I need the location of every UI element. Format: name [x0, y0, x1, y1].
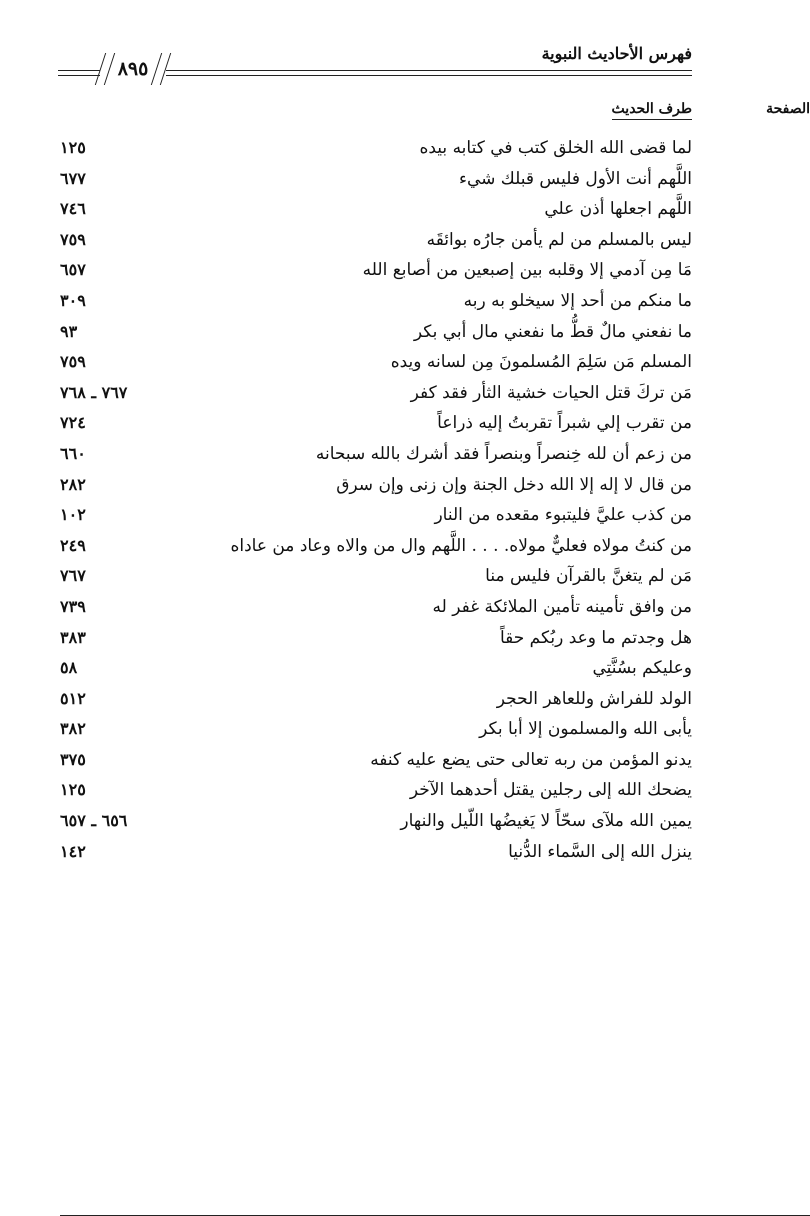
page-reference: ٣٨٢: [60, 719, 86, 739]
hadith-text: مَن لم يتغنَّ بالقرآن فليس منا: [485, 566, 692, 587]
index-entry: [58, 413, 692, 444]
index-entry: [58, 322, 692, 353]
index-entry: [58, 719, 692, 750]
page-reference: ٧٦٧: [60, 566, 86, 586]
page-reference: ٢٤٩: [60, 535, 86, 555]
index-entry: [58, 199, 692, 230]
hadith-index-list: [58, 138, 692, 872]
hadith-text: يمين الله ملآى سحّاً لا يَغيضُها اللّيل والنهار: [400, 811, 692, 832]
hadith-text: يدنو المؤمن من ربه تعالى حتى يضع عليه كنفه: [370, 749, 692, 770]
hadith-text: مَا مِن آدمي إلا وقلبه بين إصبعين من أصابع الله: [362, 260, 692, 281]
index-entry: [58, 750, 692, 781]
hadith-text: ينزل الله إلى السَّماء الدُّنيا: [508, 841, 692, 862]
page-reference: ٦٦٠: [60, 443, 86, 463]
index-entry: [58, 597, 692, 628]
hadith-text: مَن تركَ قتل الحيات خشية الثأر فقد كفر: [410, 382, 692, 403]
page-reference: ٣٠٩: [60, 290, 86, 310]
index-entry: [58, 780, 692, 811]
page-reference: ٩٣: [60, 321, 78, 341]
index-entry: [58, 628, 692, 659]
column-header-hadith: طرف الحديث: [612, 101, 692, 120]
page-reference: ١٢٥: [60, 138, 86, 157]
index-entry: [58, 811, 692, 842]
index-entry: [58, 505, 692, 536]
hadith-text: لما قضى الله الخلق كتب في كتابه بيده: [419, 138, 692, 158]
index-entry: [58, 444, 692, 475]
hadith-text: ما منكم من أحد إلا سيخلو به ربه: [463, 290, 692, 311]
hadith-text: يأبى الله والمسلمون إلا أبا بكر: [479, 719, 692, 740]
page-reference: ٦٧٧: [60, 168, 86, 188]
hadith-text: من قال لا إله إلا الله دخل الجنة وإن زنى وإن سرق: [336, 474, 692, 495]
index-entry: [58, 383, 692, 414]
page-reference: ٧٥٩: [60, 352, 86, 372]
page-reference: ٧٥٩: [60, 229, 86, 249]
index-entry: [58, 291, 692, 322]
index-entry: [58, 475, 692, 506]
page-reference: ٧٤٦: [60, 199, 86, 219]
page-reference: ٦٥٧: [60, 260, 86, 280]
hadith-text: من كذب عليَّ فليتبوء مقعده من النار: [434, 505, 692, 526]
index-entry: [58, 842, 692, 873]
page-reference: ١٠٢: [60, 505, 86, 525]
index-entry: [58, 566, 692, 597]
index-entry: [58, 138, 692, 169]
hadith-text: ما نفعني مالٌ قطُّ ما نفعني مال أبي بكر: [413, 321, 692, 342]
index-entry: [58, 230, 692, 261]
index-entry: [58, 352, 692, 383]
page-reference: ١٤٢: [60, 841, 86, 861]
hadith-text: هل وجدتم ما وعد ربُكم حقاً: [499, 627, 692, 648]
index-entry: [58, 536, 692, 567]
page-reference: ٣٨٣: [60, 627, 86, 647]
hadith-text: وعليكم بسُنَّتِي: [592, 658, 692, 679]
hadith-text: من كنتُ مولاه فعليٌّ مولاه. . . . اللَّهم وال من والاه وعاد من عاداه: [230, 535, 692, 556]
page-reference: ٧٦٧ ـ ٧٦٨: [60, 382, 128, 402]
running-title: فهرس الأحاديث النبوية: [541, 44, 692, 63]
index-entry: [58, 169, 692, 200]
page-number-frame: [100, 55, 166, 83]
hadith-text: من زعم أن لله خِنصراً وبنصراً فقد أشرك بالله سبحانه: [315, 443, 692, 464]
index-entry: [58, 260, 692, 291]
hadith-text: ليس بالمسلم من لم يأمن جارُه بوائقَه: [426, 229, 692, 250]
hadith-text: من وافق تأمينه تأمين الملائكة غفر له: [432, 596, 692, 617]
page-reference: ٢٨٢: [60, 474, 86, 494]
page-reference: ٥٨: [60, 658, 78, 678]
page-reference: ٧٢٤: [60, 413, 86, 433]
column-header-page: الصفحة: [60, 101, 810, 1216]
ornament-slash-left: [95, 53, 115, 85]
hadith-text: يضحك الله إلى رجلين يقتل أحدهما الآخر: [409, 780, 692, 801]
page-reference: ٣٧٥: [60, 749, 86, 769]
ornament-slash-right: [151, 53, 171, 85]
page-reference: ١٢٥: [60, 780, 86, 800]
hadith-text: المسلم مَن سَلِمَ المُسلمونَ مِن لسانه ويده: [390, 352, 692, 373]
hadith-text: اللَّهم أنت الأول فليس قبلك شيء: [458, 168, 692, 189]
index-entry: [58, 689, 692, 720]
page-reference: ٦٥٦ ـ ٦٥٧: [60, 811, 128, 831]
hadith-text: اللَّهم اجعلها أذن علي: [544, 199, 692, 220]
page-reference: ٥١٢: [60, 688, 86, 708]
hadith-text: الولد للفراش وللعاهر الحجر: [496, 688, 692, 709]
index-entry: [58, 658, 692, 689]
page-number: ٨٩٥: [117, 58, 149, 80]
page-reference: ٧٣٩: [60, 596, 86, 616]
hadith-text: من تقرب إلي شبراً تقربتُ إليه ذراعاً: [437, 413, 692, 434]
